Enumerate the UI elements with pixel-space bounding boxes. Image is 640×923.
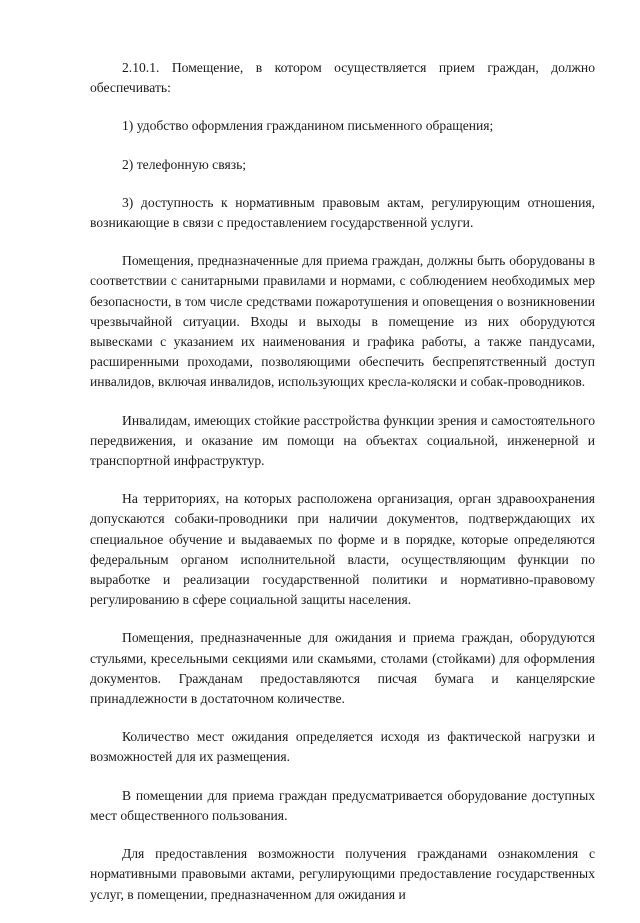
document-body (90, 58, 595, 923)
paragraph-premises-equipment: Помещения, предназначенные для приема граждан, должны быть оборудованы в соответствии с санитарными правилами и нормами, с соблюдением необходимых мер безопасности, в том числе средствами пожаротушения и оповещения о возникновении чрезвычайной ситуации. Входы и выходы в помещение из них оборудуются вывесками с указанием их наименования и графика работы, а также пандусами, расширенными проходами, позволяющими обеспечить беспрепятственный доступ инвалидов, включая инвалидов, использующих кресла-коляски и собак-проводников. (90, 253, 595, 390)
list-item-1: 1) удобство оформления гражданином письменного обращения; (122, 118, 494, 134)
paragraph-2-10-1: 2.10.1. Помещение, в котором осуществляется прием граждан, должно обеспечивать: (90, 60, 595, 96)
paragraph-legal-acts-access: Для предоставления возможности получения гражданами ознакомления с нормативными правовыми актами, регулирующими предоставление государственных услуг, в помещении, предназначенном для ожидания и (90, 846, 595, 902)
list-item-3: 3) доступность к нормативным правовым актам, регулирующим отношения, возникающие в связи с предоставлением государственной услуги. (90, 194, 595, 231)
paragraph-guide-dogs: На территориях, на которых расположена организация, орган здравоохранения допускаются собаки-проводники при наличии документов, подтверждающих их специальное обучение и выдаваемых по форме и в порядке, которые определяются федеральным органом исполнительной власти, осуществляющим функции по выработке и реализации государственной политики и нормативно-правовому регулированию в сфере социальной защиты населения. (90, 491, 595, 608)
paragraph-disabled-assistance: Инвалидам, имеющих стойкие расстройства функции зрения и самостоятельного передвижения, и оказание им помощи на объектах социальной, инженерной и транспортной инфраструктур. (90, 412, 595, 469)
paragraph-public-places: В помещении для приема граждан предусматривается оборудование доступных мест общественного пользования. (90, 787, 595, 823)
paragraph-waiting-rooms: Помещения, предназначенные для ожидания и приема граждан, оборудуются стульями, кресельными секциями или скамьями, столами (стойками) для оформления документов. Гражданам предоставляются писчая бумага и канцелярские принадлежности в достаточном количестве. (90, 630, 595, 707)
paragraph-waiting-seats: Количество мест ожидания определяется исходя из фактической нагрузки и возможностей для их размещения. (90, 729, 595, 765)
list-item-2: 2) телефонную связь; (122, 156, 247, 172)
